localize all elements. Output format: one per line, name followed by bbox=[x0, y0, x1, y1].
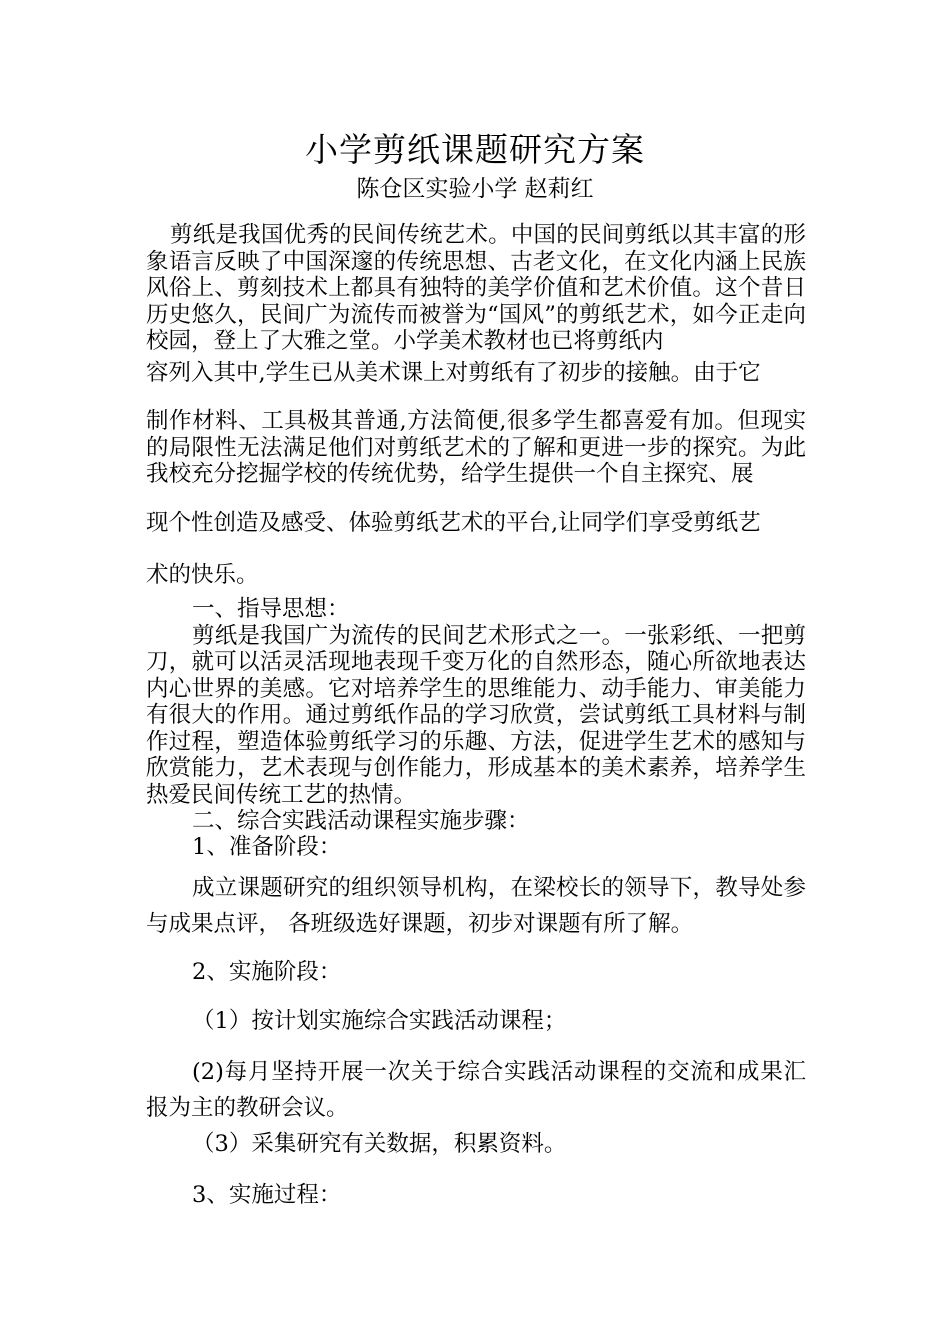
document-author: 陈仓区实验小学 赵莉红 bbox=[356, 176, 594, 202]
stage3-heading-block bbox=[146, 1180, 806, 1210]
section2-heading: 二、综合实践活动课程实施步骤： bbox=[192, 808, 530, 834]
document-title: 小学剪纸课题研究方案 bbox=[305, 130, 645, 169]
intro-text-2: 容列入其中,学生已从美术课上对剪纸有了初步的接触。由于它 bbox=[146, 360, 761, 386]
stage2-heading-block bbox=[146, 957, 806, 987]
intro-paragraph-1 bbox=[146, 222, 806, 355]
intro-text-1: 剪纸是我国优秀的民间传统艺术。中国的民间剪纸以其丰富的形象语言反映了中国深邃的传统思想、古老文化，在文化内涵上民族风俗上、剪刻技术上都具有独特的美学价值和艺术价值。这个昔日历史悠久，民间广为流传而被誉为“国风”的剪纸艺术，如今正走向校园，登上了大雅之堂。小学美术教材也已将剪纸内 bbox=[146, 222, 806, 354]
section1-heading: 一、指导思想： bbox=[192, 596, 350, 622]
item1-block bbox=[146, 1006, 806, 1036]
section1-text: 剪纸是我国广为流传的民间艺术形式之一。一张彩纸、一把剪刀，就可以活灵活现地表现千变万化的自然形态，随心所欲地表达内心世界的美感。它对培养学生的思维能力、动手能力、审美能力有很大的作用。通过剪纸作品的学习欣赏，尝试剪纸工具材料与制作过程，塑造体验剪纸学习的乐趣、方法，促进学生艺术的感知与欣赏能力，艺术表现与创作能力，形成基本的美术素养，培养学生热爱民间传统工艺的热情。 bbox=[146, 622, 806, 808]
intro-paragraph-3 bbox=[146, 408, 806, 488]
intro-line-2 bbox=[146, 358, 806, 388]
stage1-heading: 1、准备阶段： bbox=[192, 834, 342, 860]
stage3-heading: 3、实施过程： bbox=[192, 1182, 342, 1208]
intro-line-5 bbox=[146, 560, 806, 590]
stage2-item-3: （3）采集研究有关数据，积累资料。 bbox=[192, 1131, 567, 1157]
section-guiding-thought bbox=[146, 596, 806, 835]
item2-block bbox=[146, 1054, 806, 1126]
intro-text-5: 术的快乐。 bbox=[146, 562, 259, 588]
stage2-item-1: （1）按计划实施综合实践活动课程； bbox=[192, 1008, 567, 1034]
intro-line-4 bbox=[146, 508, 806, 538]
stage2-heading: 2、实施阶段： bbox=[192, 959, 342, 985]
stage1-heading-block bbox=[146, 832, 806, 862]
stage1-text-block bbox=[146, 870, 806, 942]
item3-block bbox=[146, 1129, 806, 1159]
stage1-text: 成立课题研究的组织领导机构，在梁校长的领导下，教导处参与成果点评， 各班级选好课题，初步对课题有所了解。 bbox=[146, 875, 806, 937]
stage2-item-2: (2)每月坚持开展一次关于综合实践活动课程的交流和成果汇报为主的教研会议。 bbox=[146, 1059, 806, 1121]
intro-text-3: 制作材料、工具极其普通,方法简便,很多学生都喜爱有加。但现实的局限性无法满足他们对剪纸艺术的了解和更进一步的探究。为此我校充分挖掘学校的传统优势，给学生提供一个自主探究、展 bbox=[146, 408, 806, 487]
intro-text-4: 现个性创造及感受、体验剪纸艺术的平台,让同学们享受剪纸艺 bbox=[146, 510, 761, 536]
